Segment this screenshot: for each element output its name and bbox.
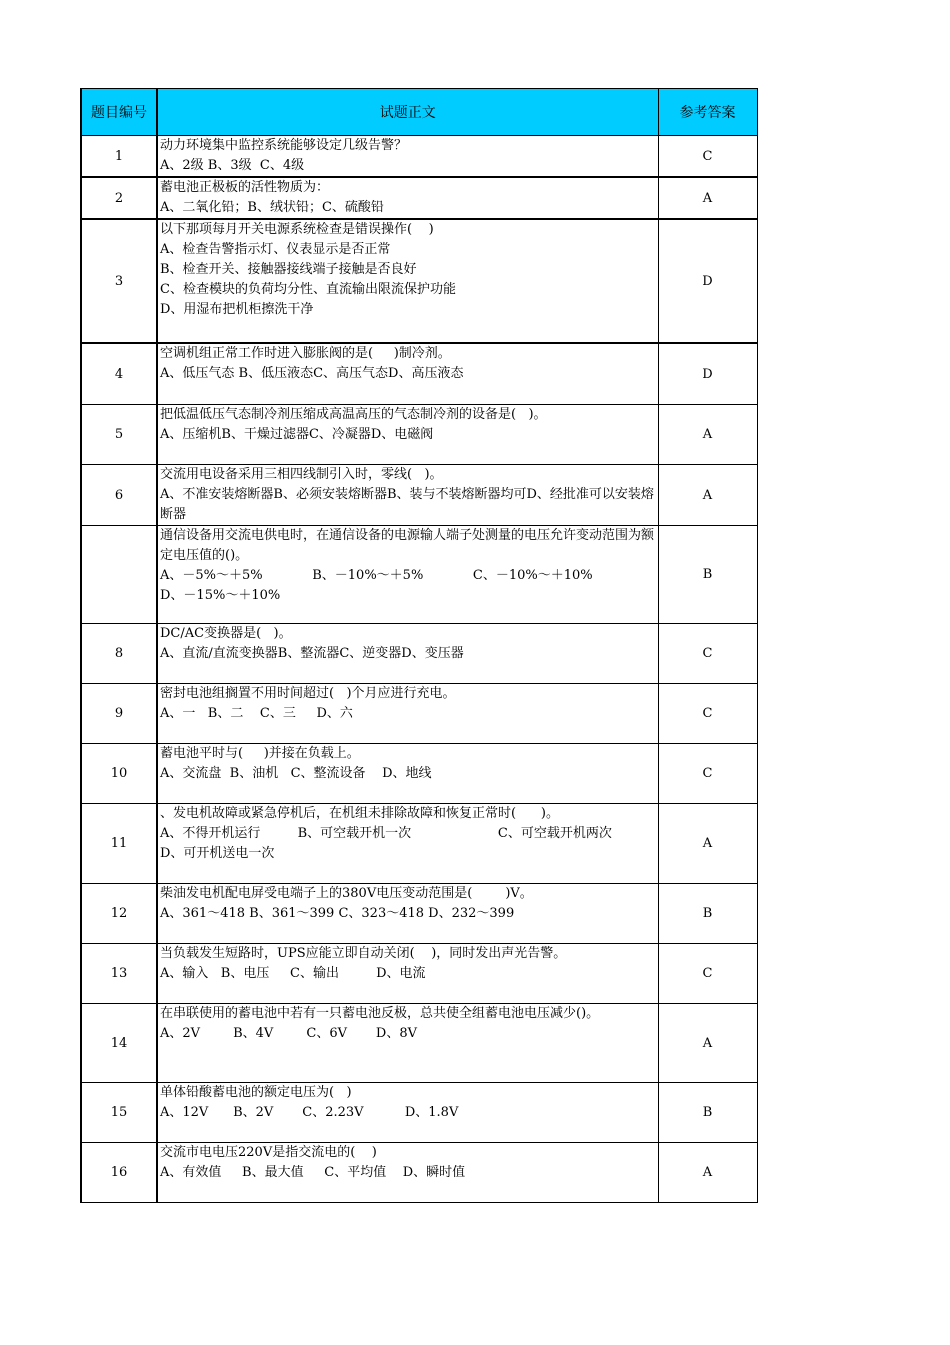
- table-row: [81, 884, 757, 944]
- header-answer: 参考答案: [658, 89, 757, 136]
- question-number: 8: [81, 624, 157, 684]
- question-number: 4: [81, 343, 157, 405]
- reference-answer: B: [658, 884, 757, 944]
- question-table: [80, 88, 758, 1203]
- question-text: 当负载发生短路时，UPS应能立即自动关闭( )，同时发出声光告警。 A、输入 B、电压 C、输出 D、电流: [157, 944, 658, 1004]
- table-row: [81, 944, 757, 1004]
- table-row: [81, 405, 757, 465]
- table-row: [81, 219, 757, 343]
- reference-answer: C: [658, 744, 757, 804]
- reference-answer: A: [658, 465, 757, 526]
- question-number: 11: [81, 804, 157, 884]
- question-text: 通信设备用交流电供电时，在通信设备的电源输人端子处测量的电压允许变动范围为额定电压值的()。 A、－5%～＋5% B、－10%～＋5% C、－10%～＋10% D、－15%～＋10%: [157, 526, 658, 624]
- reference-answer: C: [658, 684, 757, 744]
- question-number: 16: [81, 1143, 157, 1203]
- reference-answer: C: [658, 624, 757, 684]
- table-row: [81, 465, 757, 526]
- question-number: 15: [81, 1083, 157, 1143]
- reference-answer: B: [658, 1083, 757, 1143]
- question-text: 交流用电设备采用三相四线制引入时，零线( )。 A、不准安装熔断器B、必须安装熔断器B、装与不装熔断器均可D、经批准可以安装熔断器: [157, 465, 658, 526]
- reference-answer: A: [658, 1004, 757, 1083]
- question-text: DC/AC变换器是( )。 A、直流/直流变换器B、整流器C、逆变器D、变压器: [157, 624, 658, 684]
- table-body: [81, 136, 757, 1203]
- table-row: [81, 1083, 757, 1143]
- question-number: 5: [81, 405, 157, 465]
- question-number: 9: [81, 684, 157, 744]
- question-number: 1: [81, 136, 157, 178]
- question-number: 12: [81, 884, 157, 944]
- question-text: 、发电机故障或紧急停机后，在机组未排除故障和恢复正常时( )。 A、不得开机运行 B、可空载开机一次 C、可空载开机两次 D、可开机送电一次: [157, 804, 658, 884]
- question-number: 2: [81, 177, 157, 219]
- reference-answer: A: [658, 804, 757, 884]
- reference-answer: B: [658, 526, 757, 624]
- table-row: [81, 343, 757, 405]
- question-text: 单体铅酸蓄电池的额定电压为( ) A、12V B、2V C、2.23V D、1.8V: [157, 1083, 658, 1143]
- table-row: [81, 684, 757, 744]
- question-text: 动力环境集中监控系统能够设定几级告警？ A、2级 B、3级 C、4级: [157, 136, 658, 178]
- question-number: 3: [81, 219, 157, 343]
- table-row: [81, 526, 757, 624]
- header-row: [81, 89, 757, 136]
- question-text: 柴油发电机配电屏受电端子上的380V电压变动范围是( )V。 A、361～418 B、361～399 C、323～418 D、232～399: [157, 884, 658, 944]
- reference-answer: D: [658, 219, 757, 343]
- reference-answer: C: [658, 944, 757, 1004]
- table-row: [81, 624, 757, 684]
- table-row: [81, 136, 757, 178]
- reference-answer: A: [658, 405, 757, 465]
- reference-answer: C: [658, 136, 757, 178]
- reference-answer: A: [658, 1143, 757, 1203]
- header-question: 试题正文: [157, 89, 658, 136]
- question-number: 6: [81, 465, 157, 526]
- reference-answer: D: [658, 343, 757, 405]
- question-text: 空调机组正常工作时进入膨胀阀的是( )制冷剂。 A、低压气态 B、低压液态C、高压气态D、高压液态: [157, 343, 658, 405]
- question-text: 密封电池组搁置不用时间超过( )个月应进行充电。 A、一 B、二 C、三 D、六: [157, 684, 658, 744]
- question-number: 13: [81, 944, 157, 1004]
- question-text: 蓄电池平时与( )并接在负载上。 A、交流盘 B、油机 C、整流设备 D、地线: [157, 744, 658, 804]
- table-row: [81, 177, 757, 219]
- reference-answer: A: [658, 177, 757, 219]
- header-id: 题目编号: [81, 89, 157, 136]
- table-row: [81, 1143, 757, 1203]
- question-text: 在串联使用的蓄电池中若有一只蓄电池反极，总共使全组蓄电池电压减少()。 A、2V B、4V C、6V D、8V: [157, 1004, 658, 1083]
- question-text: 把低温低压气态制冷剂压缩成高温高压的气态制冷剂的设备是( )。 A、压缩机B、干燥过滤器C、冷凝器D、电磁阀: [157, 405, 658, 465]
- table-row: [81, 804, 757, 884]
- table-row: [81, 1004, 757, 1083]
- question-text: 以下那项每月开关电源系统检查是错误操作( ) A、检查告警指示灯、仪表显示是否正常 B、检查开关、接触器接线端子接触是否良好 C、检查模块的负荷均分性、直流输出限流保护功能 D、用湿布把机柜擦洗干净: [157, 219, 658, 343]
- question-number: 14: [81, 1004, 157, 1083]
- question-text: 交流市电电压220V是指交流电的( ) A、有效值 B、最大值 C、平均值 D、瞬时值: [157, 1143, 658, 1203]
- question-number: [81, 526, 157, 624]
- question-number: 10: [81, 744, 157, 804]
- question-text: 蓄电池正极板的活性物质为： A、二氧化铅；B、绒状铅；C、硫酸铅: [157, 177, 658, 219]
- table-row: [81, 744, 757, 804]
